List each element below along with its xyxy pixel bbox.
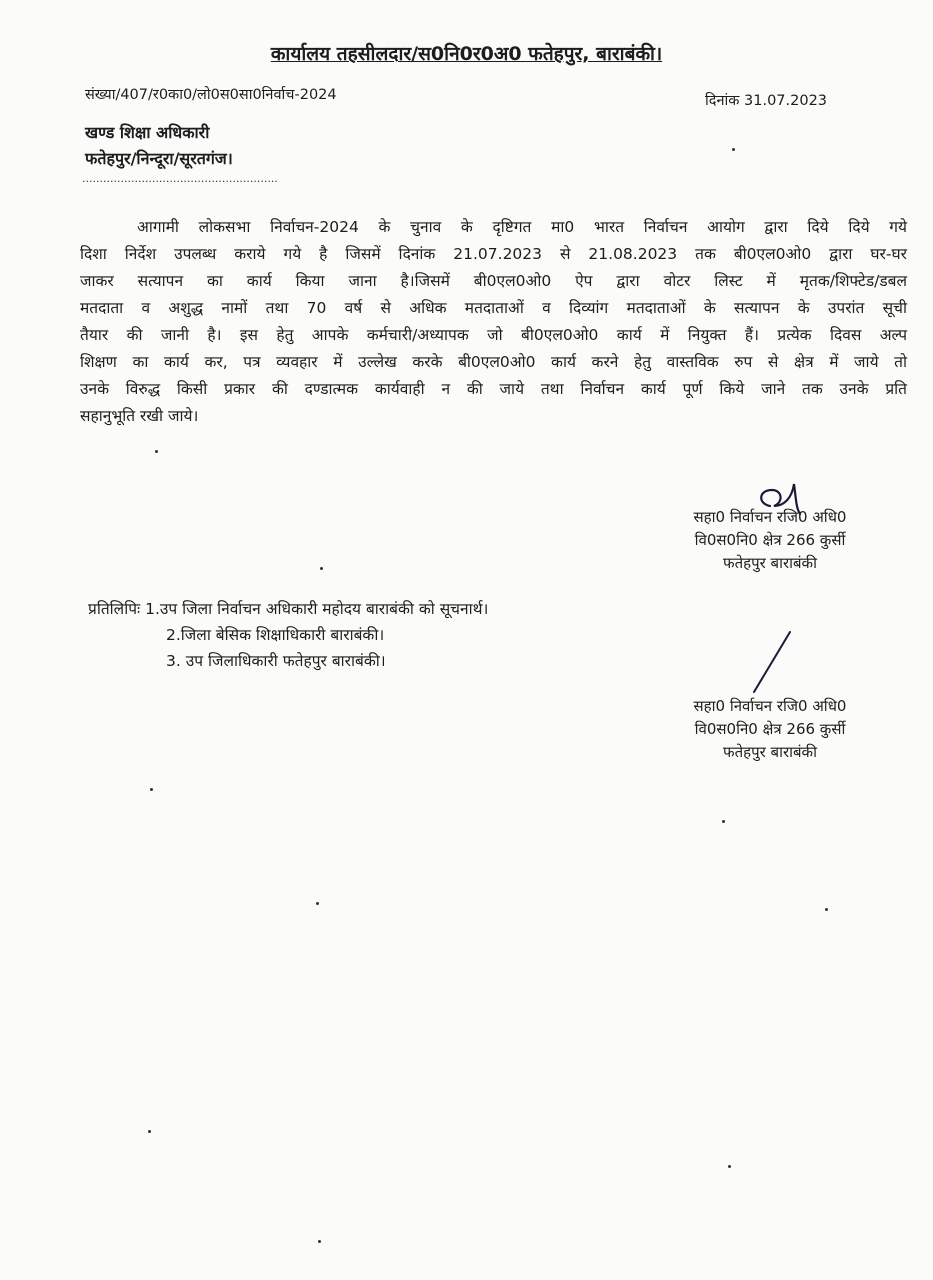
scan-speck <box>316 902 319 905</box>
letter-date: दिनांक 31.07.2023 <box>705 93 828 109</box>
signatory-designation: सहा0 निर्वाचन रजि0 अधि0 <box>693 697 847 715</box>
body-line: शिक्षण का कार्य कर, पत्र व्यवहार में उल्लेख करके बी0एल0ओ0 कार्य करने हेतु वास्तविक रुप से क्षेत्र में जाये तो <box>80 353 907 371</box>
body-line: मतदाता व अशुद्ध नामों तथा 70 वर्ष से अधिक मतदाताओं व दिव्यांग मतदाताओं के सत्यापन के उपरांत सूची <box>80 299 907 317</box>
scan-speck <box>318 1240 321 1243</box>
scan-speck <box>728 1165 731 1168</box>
copy-to-list <box>88 596 488 674</box>
signatory-constituency: वि0स0नि0 क्षेत्र 266 कुर्सी <box>694 531 846 549</box>
scan-speck <box>150 788 153 791</box>
scan-speck <box>732 148 735 151</box>
scan-speck <box>148 1130 151 1133</box>
addressee-line-2: फतेहपुर/निन्दूरा/सूरतगंज। <box>85 149 233 168</box>
copy-to-row-1 <box>88 596 488 622</box>
scan-speck <box>155 450 158 453</box>
body-line: तैयार की जानी है। इस हेतु आपके कर्मचारी/अध्यापक जो बी0एल0ओ0 कार्य में नियुक्त हैं। प्रत्येक दिवस अल्प <box>80 326 907 344</box>
body-line: जाकर सत्यापन का कार्य किया जाना है।जिसमें बी0एल0ओ0 ऐप द्वारा वोटर लिस्ट में मृतक/शिफ्टेड/डबल <box>80 272 907 290</box>
body-line: सहानुभूति रखी जाये। <box>80 407 199 425</box>
office-title: कार्यालय तहसीलदार/स0नि0र0अ0 फतेहपुर, बाराबंकी। <box>270 43 663 65</box>
body-line: आगामी लोकसभा निर्वाचन-2024 के चुनाव के दृष्टिगत मा0 भारत निर्वाचन आयोग द्वारा दिये दिये गये <box>137 218 907 236</box>
scan-speck <box>825 908 828 911</box>
addressee <box>85 120 233 172</box>
signatory-location: फतेहपुर बाराबंकी <box>723 743 817 761</box>
scan-speck <box>722 820 725 823</box>
signature-block-1 <box>662 506 878 575</box>
body-line: दिशा निर्देश उपलब्ध कराये गये है जिसमें दिनांक 21.07.2023 से 21.08.2023 तक बी0एल0ओ0 द्वारा घर-घर <box>80 245 907 263</box>
signatory-location: फतेहपुर बाराबंकी <box>723 554 817 572</box>
signature-2-scribble <box>748 628 798 698</box>
reference-number: संख्या/407/र0का0/लो0स0सा0निर्वाच-2024 <box>85 87 337 103</box>
copy-to-label: प्रतिलिपिः <box>88 600 141 618</box>
copy-to-item: 3. उप जिलाधिकारी फतेहपुर बाराबंकी। <box>166 652 386 670</box>
signatory-constituency: वि0स0नि0 क्षेत्र 266 कुर्सी <box>694 720 846 738</box>
scan-speck <box>320 567 323 570</box>
addressee-dotted-line: ........................................................ <box>82 172 278 185</box>
body-line: उनके विरुद्ध किसी प्रकार की दण्डात्मक कार्यवाही न की जाये तथा निर्वाचन कार्य पूर्ण किये जाने तक उनके प्रति <box>80 380 907 398</box>
letter-body <box>80 214 907 430</box>
addressee-line-1: खण्ड शिक्षा अधिकारी <box>85 123 210 142</box>
copy-to-item: 1.उप जिला निर्वाचन अधिकारी महोदय बाराबंकी को सूचनार्थ। <box>145 600 489 618</box>
copy-to-item: 2.जिला बेसिक शिक्षाधिकारी बाराबंकी। <box>166 626 385 644</box>
signature-block-2 <box>662 695 878 764</box>
signatory-designation: सहा0 निर्वाचन रजि0 अधि0 <box>693 508 847 526</box>
